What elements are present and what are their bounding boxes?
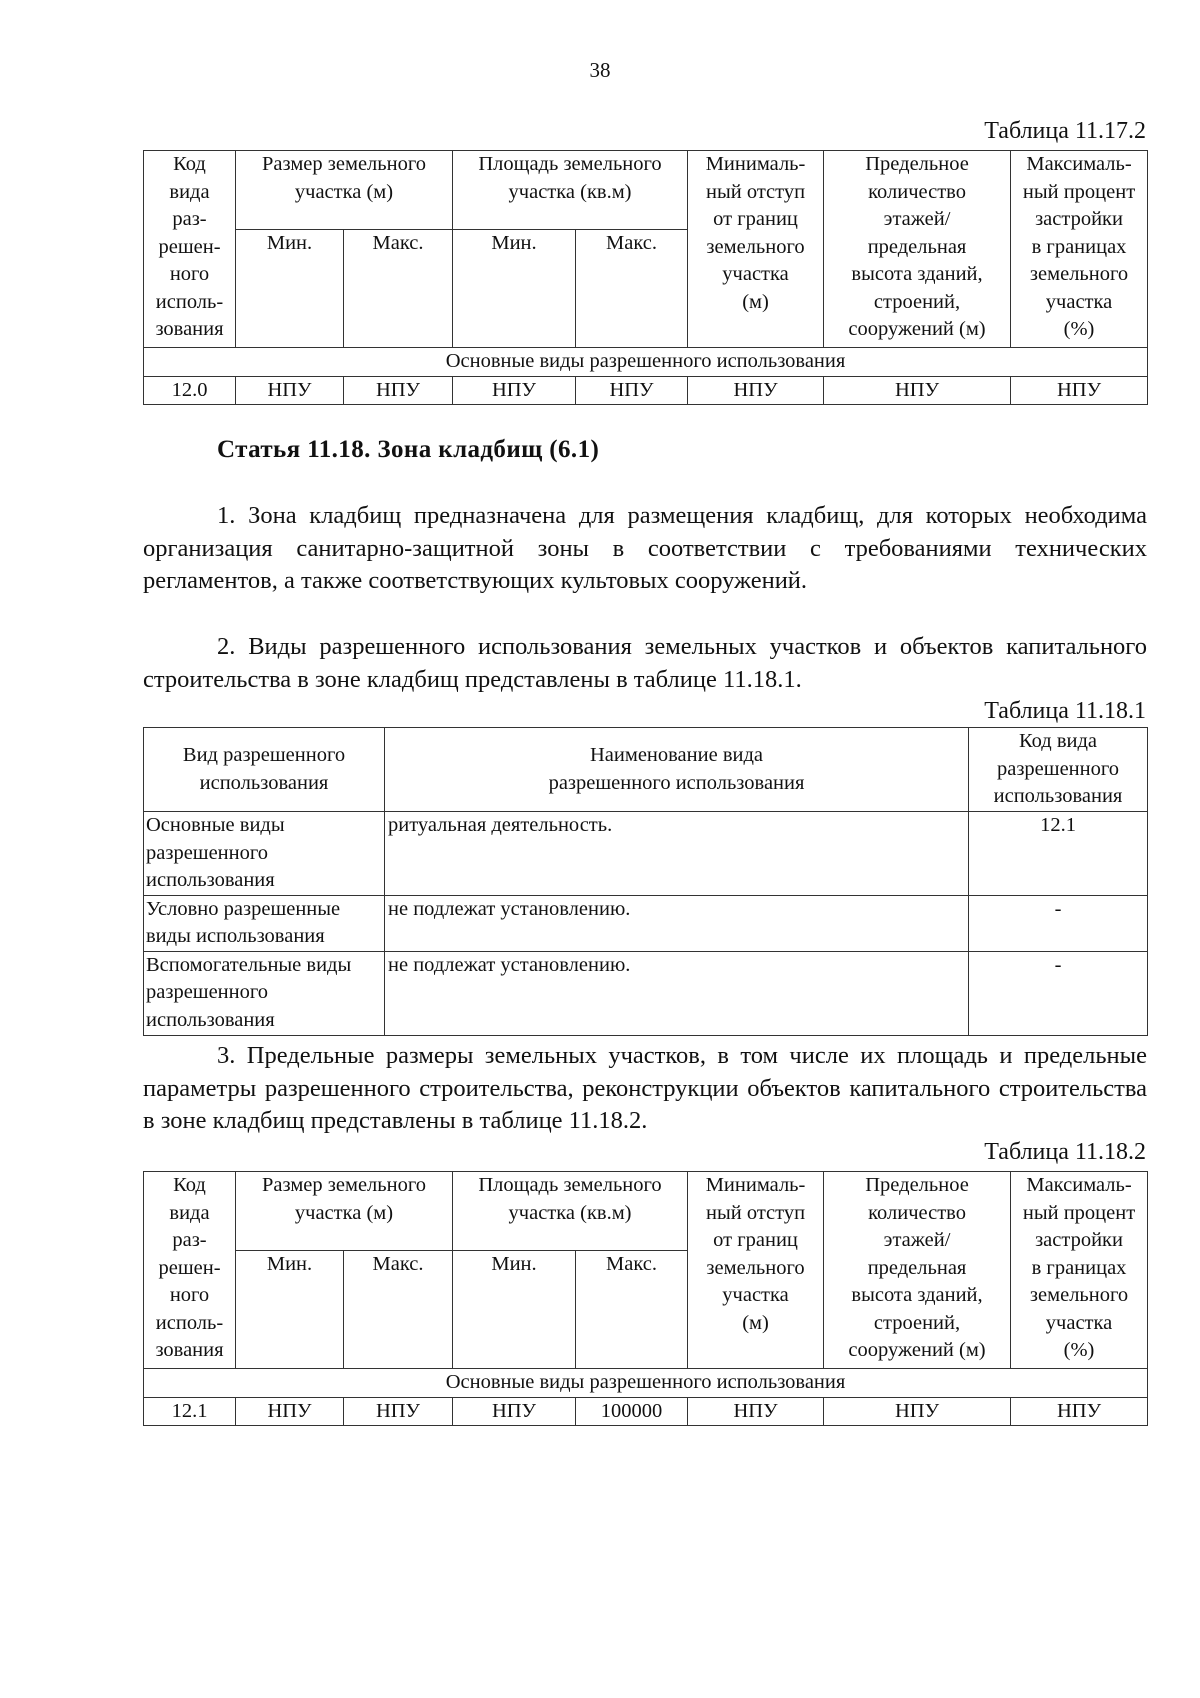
header-min: Мин. [453, 230, 576, 348]
header-max-coverage: Максималь- ный процент застройки в границах земельного участка (%) [1011, 151, 1148, 348]
header-max: Макс. [576, 230, 688, 348]
table-cell: НПУ [688, 1397, 824, 1426]
usage-name: ритуальная деятельность. [385, 812, 969, 896]
header-min-offset: Минималь- ный отступ от границ земельного участка (м) [688, 1172, 824, 1369]
usage-table [143, 727, 1148, 1036]
usage-code: - [969, 895, 1148, 951]
header-code: Код вида раз- решен- ного исполь- зования [144, 1172, 236, 1369]
header-max-coverage: Максималь- ный процент застройки в границах земельного участка (%) [1011, 1172, 1148, 1369]
usage-kind: Вспомогательные виды разрешенного использования [144, 951, 385, 1035]
table-cell: НПУ [236, 376, 344, 405]
page-number: 38 [589, 58, 611, 82]
header-max-floors: Предельное количество этажей/ предельная высота зданий, строений, сооружений (м) [824, 1172, 1011, 1369]
table-cell: НПУ [824, 1397, 1011, 1426]
usage-name: не подлежат установлению. [385, 951, 969, 1035]
header-code: Код вида раз- решен- ного исполь- зования [144, 151, 236, 348]
paragraph-text: 1. Зона кладбищ предназначена для размещения кладбищ, для которых необходима организация санитарно-защитной зоны в соответствии с требованиями технических регламентов, а также соответствующих культовых сооружений. [143, 502, 1147, 594]
header-max-floors: Предельное количество этажей/ предельная высота зданий, строений, сооружений (м) [824, 151, 1011, 348]
usage-code: - [969, 951, 1148, 1035]
paragraph [143, 500, 1147, 598]
header-code: Код вида разрешенного использования [969, 728, 1148, 812]
table-cell: 12.0 [144, 376, 236, 405]
paragraph-text: 3. Предельные размеры земельных участков, в том числе их площадь и предельные параметры разрешенного строительства, реконструкции объектов капитального строительства в зоне кладбищ представлены в таблице 11.18.2. [143, 1042, 1147, 1134]
parameters-table [143, 150, 1148, 405]
header-min: Мин. [236, 1251, 344, 1369]
table-caption: Таблица 11.18.2 [984, 1139, 1146, 1165]
header-min: Мин. [236, 230, 344, 348]
header-min: Мин. [453, 1251, 576, 1369]
table-cell: 100000 [576, 1397, 688, 1426]
table-cell: НПУ [576, 376, 688, 405]
header-max: Макс. [576, 1251, 688, 1369]
section-row: Основные виды разрешенного использования [144, 348, 1148, 377]
usage-code: 12.1 [969, 812, 1148, 896]
table-cell: 12.1 [144, 1397, 236, 1426]
article-heading: Статья 11.18. Зона кладбищ (6.1) [217, 436, 600, 463]
table-cell: НПУ [824, 376, 1011, 405]
header-name: Наименование вида разрешенного использования [385, 728, 969, 812]
table-cell: НПУ [453, 1397, 576, 1426]
table-cell: НПУ [236, 1397, 344, 1426]
section-row: Основные виды разрешенного использования [144, 1369, 1148, 1398]
usage-kind: Основные виды разрешенного использования [144, 812, 385, 896]
paragraph [143, 1040, 1147, 1138]
table-cell: НПУ [688, 376, 824, 405]
header-plot-area: Площадь земельного участка (кв.м) [453, 1172, 688, 1251]
table-cell: НПУ [453, 376, 576, 405]
table-caption: Таблица 11.18.1 [984, 698, 1146, 724]
header-max: Макс. [344, 230, 453, 348]
paragraph [143, 631, 1147, 696]
table-cell: НПУ [1011, 1397, 1148, 1426]
paragraph-text: 2. Виды разрешенного использования земельных участков и объектов капитального строительства в зоне кладбищ представлены в таблице 11.18.1. [143, 633, 1147, 693]
usage-name: не подлежат установлению. [385, 895, 969, 951]
usage-kind: Условно разрешенные виды использования [144, 895, 385, 951]
header-max: Макс. [344, 1251, 453, 1369]
header-plot-size: Размер земельного участка (м) [236, 151, 453, 230]
table-cell: НПУ [344, 1397, 453, 1426]
table-caption: Таблица 11.17.2 [984, 118, 1146, 144]
header-kind: Вид разрешенного использования [144, 728, 385, 812]
header-plot-area: Площадь земельного участка (кв.м) [453, 151, 688, 230]
parameters-table [143, 1171, 1148, 1426]
header-plot-size: Размер земельного участка (м) [236, 1172, 453, 1251]
header-min-offset: Минималь- ный отступ от границ земельного участка (м) [688, 151, 824, 348]
table-cell: НПУ [344, 376, 453, 405]
table-cell: НПУ [1011, 376, 1148, 405]
